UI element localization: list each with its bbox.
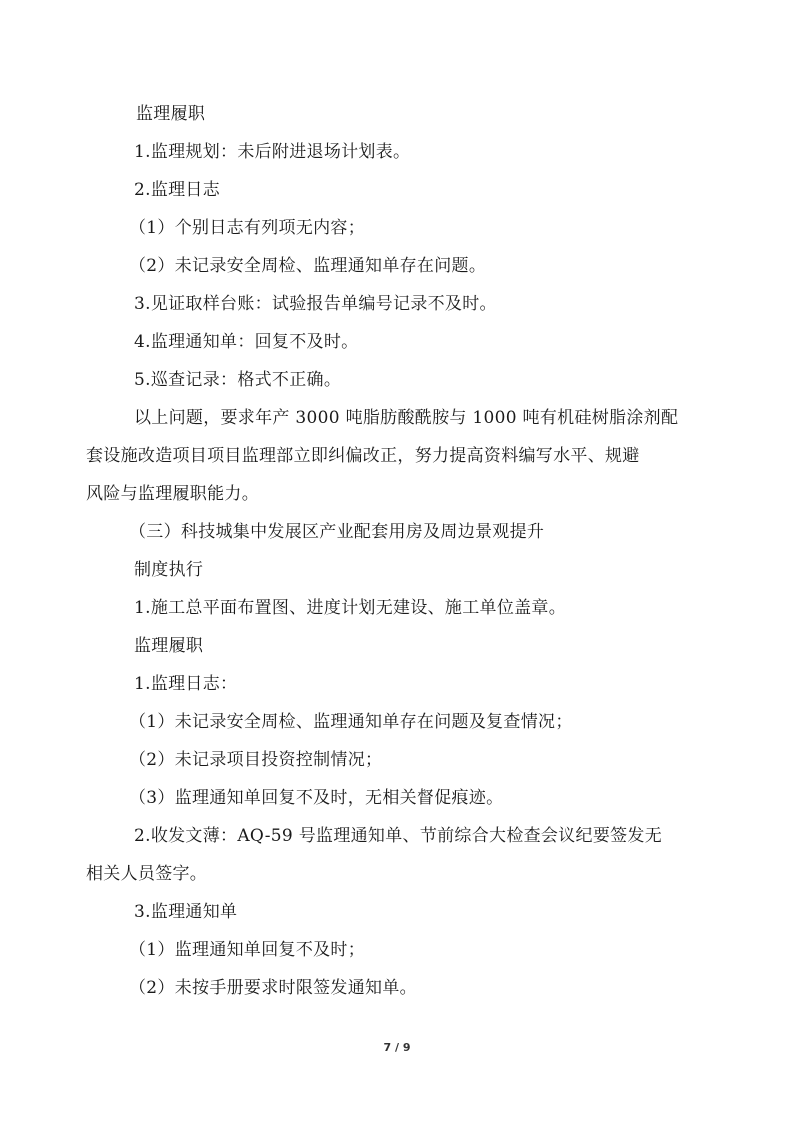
section-heading: 制度执行 xyxy=(134,560,204,580)
list-item: 3.监理通知单 xyxy=(134,902,238,922)
sub-list-item: （1）未记录安全周检、监理通知单存在问题及复查情况； xyxy=(129,712,573,732)
list-item: 2.收发文薄：AQ-59 号监理通知单、节前综合大检查会议纪要签发无 xyxy=(134,826,663,846)
list-item: 4.监理通知单：回复不及时。 xyxy=(134,332,359,352)
section-heading: （三）科技城集中发展区产业配套用房及周边景观提升 xyxy=(129,522,545,542)
list-item: 2.监理日志 xyxy=(134,180,221,200)
list-item: 1.施工总平面布置图、进度计划无建设、施工单位盖章。 xyxy=(134,598,567,618)
sub-list-item: （2）未记录安全周检、监理通知单存在问题。 xyxy=(129,256,487,276)
paragraph-line: 风险与监理履职能力。 xyxy=(86,484,259,504)
sub-list-item: （1）个别日志有列项无内容； xyxy=(129,218,366,238)
section-heading: 监理履职 xyxy=(134,636,204,656)
sub-list-item: （1）监理通知单回复不及时； xyxy=(129,940,366,960)
paragraph-line: 相关人员签字。 xyxy=(86,864,208,884)
paragraph-line: 以上问题，要求年产 3000 吨脂肪酸酰胺与 1000 吨有机硅树脂涂剂配 xyxy=(134,408,679,428)
page-number: 7 / 9 xyxy=(383,1041,411,1054)
list-item: 1.监理日志： xyxy=(134,674,238,694)
list-item: 3.见证取样台账：试验报告单编号记录不及时。 xyxy=(134,294,497,314)
section-heading: 监理履职 xyxy=(136,104,206,124)
list-item: 5.巡查记录：格式不正确。 xyxy=(134,370,342,390)
list-item: 1.监理规划：未后附进退场计划表。 xyxy=(134,142,411,162)
sub-list-item: （3）监理通知单回复不及时，无相关督促痕迹。 xyxy=(129,788,504,808)
paragraph-line: 套设施改造项目项目监理部立即纠偏改正，努力提高资料编写水平、规避 xyxy=(86,446,640,466)
sub-list-item: （2）未记录项目投资控制情况； xyxy=(129,750,383,770)
sub-list-item: （2）未按手册要求时限签发通知单。 xyxy=(129,978,417,998)
